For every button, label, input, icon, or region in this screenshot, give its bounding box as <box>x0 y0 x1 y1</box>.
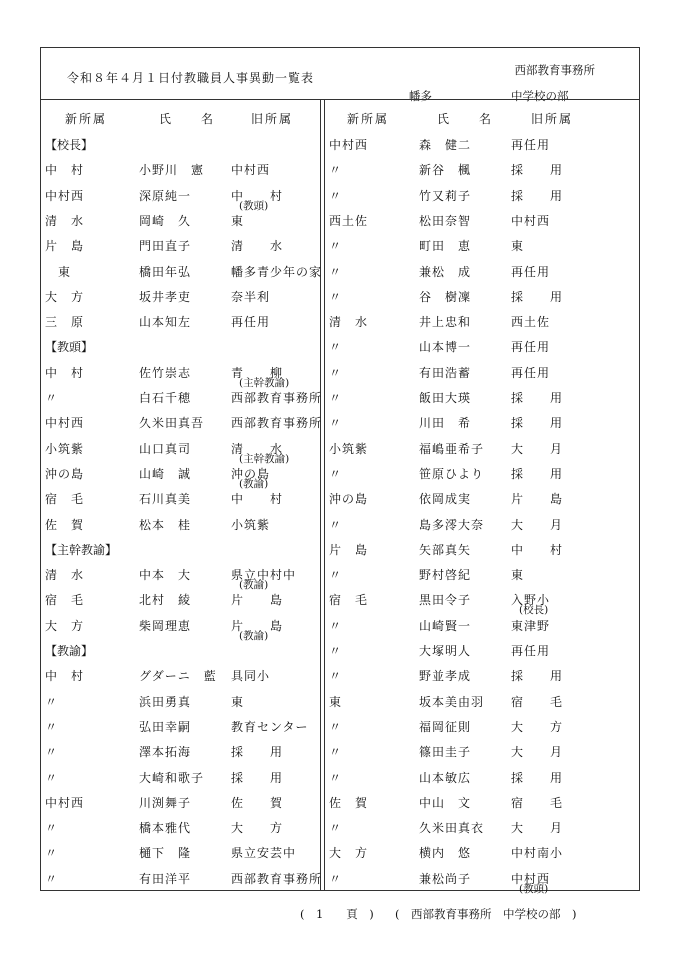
staff-name: 弘田幸嗣 <box>139 719 192 734</box>
new-affiliation: 〃 <box>329 264 343 279</box>
staff-name: 山本博一 <box>419 340 472 355</box>
new-affiliation: 清 水 <box>45 213 85 228</box>
new-affiliation: 〃 <box>45 821 59 836</box>
new-affiliation: 中 村 <box>45 163 85 178</box>
staff-name: 橋田年弘 <box>139 264 192 279</box>
staff-name: 篠田圭子 <box>419 745 472 760</box>
new-affiliation: 佐 賀 <box>45 517 85 532</box>
old-affiliation: 西土佐 <box>511 315 551 330</box>
position-note: (校長) <box>519 604 549 617</box>
page-number: ( 1 頁 ) <box>300 907 374 921</box>
staff-name: 野並孝成 <box>419 669 472 684</box>
old-affiliation: 大 月 <box>511 821 564 836</box>
right-header-new: 新所属 <box>347 112 390 126</box>
new-affiliation: 〃 <box>329 289 343 304</box>
old-affiliation: 中村西 <box>511 871 551 886</box>
old-affiliation: 東津野 <box>511 618 551 633</box>
old-affiliation: 沖の島 <box>231 466 271 481</box>
new-affiliation: 中村西 <box>329 138 369 152</box>
staff-name: 柴岡理恵 <box>139 618 192 633</box>
new-affiliation: 清 水 <box>45 568 85 583</box>
new-affiliation: 中 村 <box>45 669 85 684</box>
staff-name: 山口真司 <box>139 441 192 456</box>
new-affiliation: 〃 <box>329 745 343 760</box>
personnel-table <box>41 48 639 895</box>
section-heading: 【教諭】 <box>45 644 94 658</box>
table-frame <box>40 47 640 895</box>
right-header-name: 氏 名 <box>437 112 494 126</box>
staff-name: 森 健二 <box>419 138 472 152</box>
old-affiliation: 再任用 <box>511 340 551 355</box>
new-affiliation: 〃 <box>329 391 343 405</box>
staff-name: 依岡成実 <box>419 492 472 507</box>
new-affiliation: 〃 <box>329 188 343 203</box>
staff-name: 石川真美 <box>139 492 192 507</box>
old-affiliation: 奈半利 <box>231 289 271 304</box>
staff-name: 山本敏広 <box>419 770 472 785</box>
new-affiliation: 大 方 <box>45 618 85 633</box>
new-affiliation: 〃 <box>45 871 59 886</box>
staff-name: 白石千穂 <box>139 391 192 405</box>
staff-name: 澤本拓海 <box>139 745 192 760</box>
staff-name: 浜田勇真 <box>139 694 192 709</box>
new-affiliation: 中村西 <box>45 188 85 203</box>
footer-label: ( 西部教育事務所 中学校の部 ) <box>395 907 577 921</box>
staff-name: 松本 桂 <box>139 517 192 532</box>
staff-name: 有田洋平 <box>139 871 192 886</box>
new-affiliation: 東 <box>329 694 343 709</box>
new-affiliation: 〃 <box>329 340 343 355</box>
staff-name: 町田 恵 <box>419 239 472 254</box>
new-affiliation: 宿 毛 <box>329 593 369 608</box>
old-affiliation: 再任用 <box>511 644 551 658</box>
new-affiliation: 〃 <box>329 618 343 633</box>
district-name: 幡多 <box>409 89 432 103</box>
staff-name: 野村啓紀 <box>419 568 472 583</box>
old-affiliation: 大 方 <box>511 719 564 734</box>
staff-name: 山崎賢一 <box>419 618 472 633</box>
old-affiliation: 中村南小 <box>511 846 564 861</box>
staff-name: 兼松尚子 <box>419 871 472 886</box>
left-header-name: 氏 名 <box>159 112 216 126</box>
staff-name: 飯田大瑛 <box>419 391 472 405</box>
old-affiliation: 採 用 <box>511 416 564 431</box>
old-affiliation: 採 用 <box>511 188 564 203</box>
new-affiliation: 宿 毛 <box>45 593 85 608</box>
staff-name: 坂本美由羽 <box>419 694 485 709</box>
old-affiliation: 大 月 <box>511 745 564 760</box>
new-affiliation: 〃 <box>329 821 343 836</box>
office-name: 西部教育事務所 <box>514 63 595 77</box>
new-affiliation: 大 方 <box>45 289 85 304</box>
new-affiliation: 〃 <box>329 517 343 532</box>
new-affiliation: 〃 <box>329 466 343 481</box>
old-affiliation: 大 月 <box>511 441 564 456</box>
old-affiliation: 西部教育事務所 <box>231 391 323 405</box>
old-affiliation: 東 <box>231 694 245 709</box>
new-affiliation: 中村西 <box>45 795 85 810</box>
new-affiliation: 三 原 <box>45 315 85 330</box>
old-affiliation: 東 <box>511 239 525 254</box>
old-affiliation: 宿 毛 <box>511 795 564 810</box>
old-affiliation: 片 島 <box>511 492 564 507</box>
old-affiliation: 片 島 <box>231 593 284 608</box>
old-affiliation: 小筑紫 <box>231 517 271 532</box>
staff-name: 山崎 誠 <box>139 466 192 481</box>
old-affiliation: 採 用 <box>511 770 564 785</box>
old-affiliation: 採 用 <box>511 466 564 481</box>
old-affiliation: 幡多青少年の家 <box>231 264 323 279</box>
staff-name: 北村 綾 <box>139 593 192 608</box>
staff-name: 久米田真吾 <box>139 416 205 431</box>
position-note: (主幹教諭) <box>239 452 290 465</box>
new-affiliation: 清 水 <box>329 315 369 330</box>
old-affiliation: 佐 賀 <box>231 795 284 810</box>
staff-name: 小野川 憲 <box>139 163 205 178</box>
old-affiliation: 採 用 <box>511 289 564 304</box>
staff-name: 門田直子 <box>139 239 192 254</box>
new-affiliation: 中 村 <box>45 365 85 380</box>
old-affiliation: 教育センター <box>231 719 309 734</box>
old-affiliation: 片 島 <box>231 618 284 633</box>
old-affiliation: 中村西 <box>511 213 551 228</box>
new-affiliation: 小筑紫 <box>329 441 369 456</box>
new-affiliation: 東 <box>45 264 72 279</box>
position-note: (教頭) <box>239 199 269 212</box>
section-heading: 【校長】 <box>45 138 94 152</box>
new-affiliation: 〃 <box>45 846 59 861</box>
new-affiliation: 〃 <box>329 770 343 785</box>
staff-name: 黒田令子 <box>419 593 472 608</box>
new-affiliation: 〃 <box>329 365 343 380</box>
old-affiliation: 中 村 <box>511 542 564 557</box>
staff-name: 山本知左 <box>139 315 192 330</box>
old-affiliation: 東 <box>231 213 245 228</box>
left-header-old: 旧所属 <box>251 112 294 126</box>
old-affiliation: 東 <box>511 568 525 583</box>
old-affiliation: 県立安芸中 <box>231 846 297 861</box>
old-affiliation: 再任用 <box>511 365 551 380</box>
left-header-new: 新所属 <box>65 112 108 126</box>
old-affiliation: 入野小 <box>511 593 551 608</box>
staff-name: 大崎和歌子 <box>139 770 205 785</box>
school-level: 中学校の部 <box>511 89 569 103</box>
old-affiliation: 具同小 <box>231 669 271 684</box>
old-affiliation: 中村西 <box>231 163 271 178</box>
old-affiliation: 清 水 <box>231 441 284 456</box>
staff-name: 横内 悠 <box>419 846 472 861</box>
staff-name: 岡崎 久 <box>139 213 192 228</box>
right-header-old: 旧所属 <box>531 112 574 126</box>
staff-name: 樋下 隆 <box>139 846 192 861</box>
section-heading: 【主幹教諭】 <box>45 542 118 557</box>
new-affiliation: 沖の島 <box>329 492 369 507</box>
new-affiliation: 〃 <box>329 416 343 431</box>
old-affiliation: 清 水 <box>231 239 284 254</box>
new-affiliation: 〃 <box>45 694 59 709</box>
old-affiliation: 宿 毛 <box>511 694 564 709</box>
staff-name: 井上忠和 <box>419 315 472 330</box>
new-affiliation: 西土佐 <box>329 213 369 228</box>
old-affiliation: 西部教育事務所 <box>231 416 323 431</box>
old-affiliation: 中 村 <box>231 492 284 507</box>
new-affiliation: 〃 <box>329 163 343 178</box>
new-affiliation: 小筑紫 <box>45 441 85 456</box>
staff-name: 久米田真衣 <box>419 821 485 836</box>
staff-name: 川渕舞子 <box>139 795 192 810</box>
staff-name: 笹原ひより <box>419 466 485 481</box>
new-affiliation: 宿 毛 <box>45 492 85 507</box>
new-affiliation: 〃 <box>329 239 343 254</box>
staff-name: グダーニ 藍 <box>139 669 217 684</box>
old-affiliation: 中 村 <box>231 188 284 203</box>
new-affiliation: 沖の島 <box>45 466 85 481</box>
old-affiliation: 大 月 <box>511 517 564 532</box>
staff-name: 中山 文 <box>419 795 472 810</box>
staff-name: 川田 希 <box>419 416 472 431</box>
new-affiliation: 〃 <box>329 871 343 886</box>
position-note: (教諭) <box>239 579 269 592</box>
old-affiliation: 採 用 <box>511 163 564 178</box>
staff-name: 中本 大 <box>139 568 192 583</box>
staff-name: 兼松 成 <box>419 264 472 279</box>
position-note: (教諭) <box>239 477 269 490</box>
new-affiliation: 〃 <box>45 770 59 785</box>
staff-name: 坂井孝吏 <box>139 289 192 304</box>
old-affiliation: 青 柳 <box>231 365 284 380</box>
old-affiliation: 再任用 <box>511 264 551 279</box>
new-affiliation: 〃 <box>329 669 343 684</box>
staff-name: 佐竹崇志 <box>139 365 192 380</box>
section-heading: 【教頭】 <box>45 340 94 355</box>
new-affiliation: 中村西 <box>45 416 85 431</box>
staff-name: 竹又莉子 <box>419 188 472 203</box>
staff-name: 福岡征則 <box>419 719 472 734</box>
staff-name: 松田奈智 <box>419 213 472 228</box>
staff-name: 島多澪大奈 <box>419 517 485 532</box>
new-affiliation: 片 島 <box>329 542 369 557</box>
staff-name: 大塚明人 <box>419 644 472 658</box>
new-affiliation: 片 島 <box>45 239 85 254</box>
new-affiliation: 〃 <box>329 568 343 583</box>
staff-name: 谷 樹凜 <box>419 289 472 304</box>
position-note: (主幹教諭) <box>239 376 290 389</box>
staff-name: 有田浩蓄 <box>419 365 472 380</box>
old-affiliation: 採 用 <box>231 745 284 760</box>
new-affiliation: 〃 <box>329 719 343 734</box>
new-affiliation: 大 方 <box>329 846 369 861</box>
position-note: (教諭) <box>239 629 269 642</box>
staff-name: 新谷 楓 <box>419 163 472 178</box>
new-affiliation: 〃 <box>45 391 59 405</box>
old-affiliation: 再任用 <box>511 138 551 152</box>
old-affiliation: 西部教育事務所 <box>231 871 323 886</box>
old-affiliation: 大 方 <box>231 821 284 836</box>
document-title: 令和８年４月１日付教職員人事異動一覧表 <box>67 71 315 85</box>
new-affiliation: 〃 <box>45 719 59 734</box>
staff-name: 深原純一 <box>139 188 192 203</box>
old-affiliation: 再任用 <box>231 315 271 330</box>
staff-name: 橋本雅代 <box>139 821 192 836</box>
staff-name: 福嶋亜希子 <box>419 441 485 456</box>
new-affiliation: 佐 賀 <box>329 795 369 810</box>
position-note: (教頭) <box>519 882 549 895</box>
old-affiliation: 採 用 <box>231 770 284 785</box>
staff-name: 矢部真矢 <box>419 542 472 557</box>
new-affiliation: 〃 <box>329 644 343 658</box>
old-affiliation: 採 用 <box>511 391 564 405</box>
old-affiliation: 県立中村中 <box>231 568 297 583</box>
new-affiliation: 〃 <box>45 745 59 760</box>
old-affiliation: 採 用 <box>511 669 564 684</box>
